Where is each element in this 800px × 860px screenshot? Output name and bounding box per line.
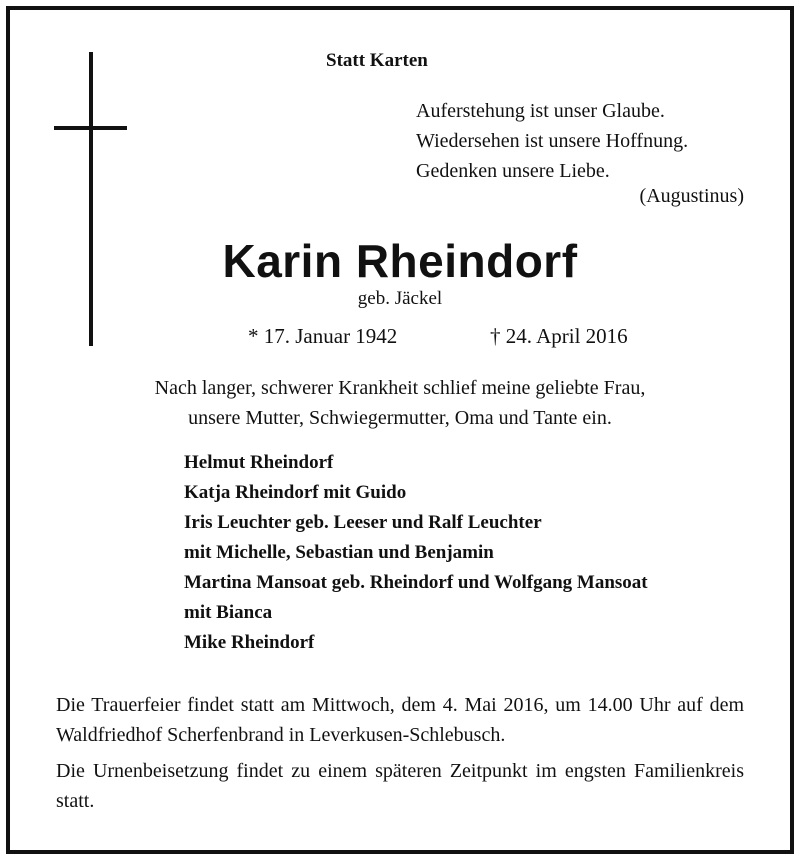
memorial-verse bbox=[416, 96, 688, 186]
verse-line: Gedenken unsere Liebe. bbox=[416, 160, 610, 182]
mourners-list bbox=[184, 448, 648, 658]
mourner-line: Iris Leuchter geb. Leeser und Ralf Leuchter bbox=[184, 512, 542, 533]
urn-burial-info: Die Urnenbeisetzung findet zu einem späteren Zeitpunkt im engsten Familienkreis statt. bbox=[56, 760, 744, 812]
mourner-line: Martina Mansoat geb. Rheindorf und Wolfgang Mansoat bbox=[184, 572, 648, 593]
mourner-line: Mike Rheindorf bbox=[184, 632, 315, 653]
mourner-line: Helmut Rheindorf bbox=[184, 452, 334, 473]
funeral-service-info: Die Trauerfeier findet statt am Mittwoch, dem 4. Mai 2016, um 14.00 Uhr auf dem Waldfriedhof Scherfenbrand in Leverkusen-Schlebusch. bbox=[56, 694, 744, 746]
verse-source: (Augustinus) bbox=[639, 185, 744, 207]
announcement-line: unsere Mutter, Schwiegermutter, Oma und Tante ein. bbox=[188, 407, 612, 429]
birth-date: * 17. Januar 1942 bbox=[248, 324, 398, 348]
announcement-line: Nach langer, schwerer Krankheit schlief meine geliebte Frau, bbox=[154, 377, 646, 399]
statt-karten-heading: Statt Karten bbox=[326, 50, 428, 71]
mourner-line: mit Bianca bbox=[184, 602, 273, 623]
maiden-name: geb. Jäckel bbox=[357, 288, 443, 309]
verse-line: Wiedersehen ist unsere Hoffnung. bbox=[416, 130, 689, 152]
verse-line: Auferstehung ist unser Glaube. bbox=[416, 100, 665, 122]
deceased-name: Karin Rheindorf bbox=[222, 235, 578, 287]
cross-horizontal-bar bbox=[54, 126, 127, 130]
death-date: † 24. April 2016 bbox=[490, 324, 628, 348]
mourner-line: Katja Rheindorf mit Guido bbox=[184, 482, 407, 503]
death-announcement bbox=[0, 373, 800, 433]
mourner-line: mit Michelle, Sebastian und Benjamin bbox=[184, 542, 494, 563]
